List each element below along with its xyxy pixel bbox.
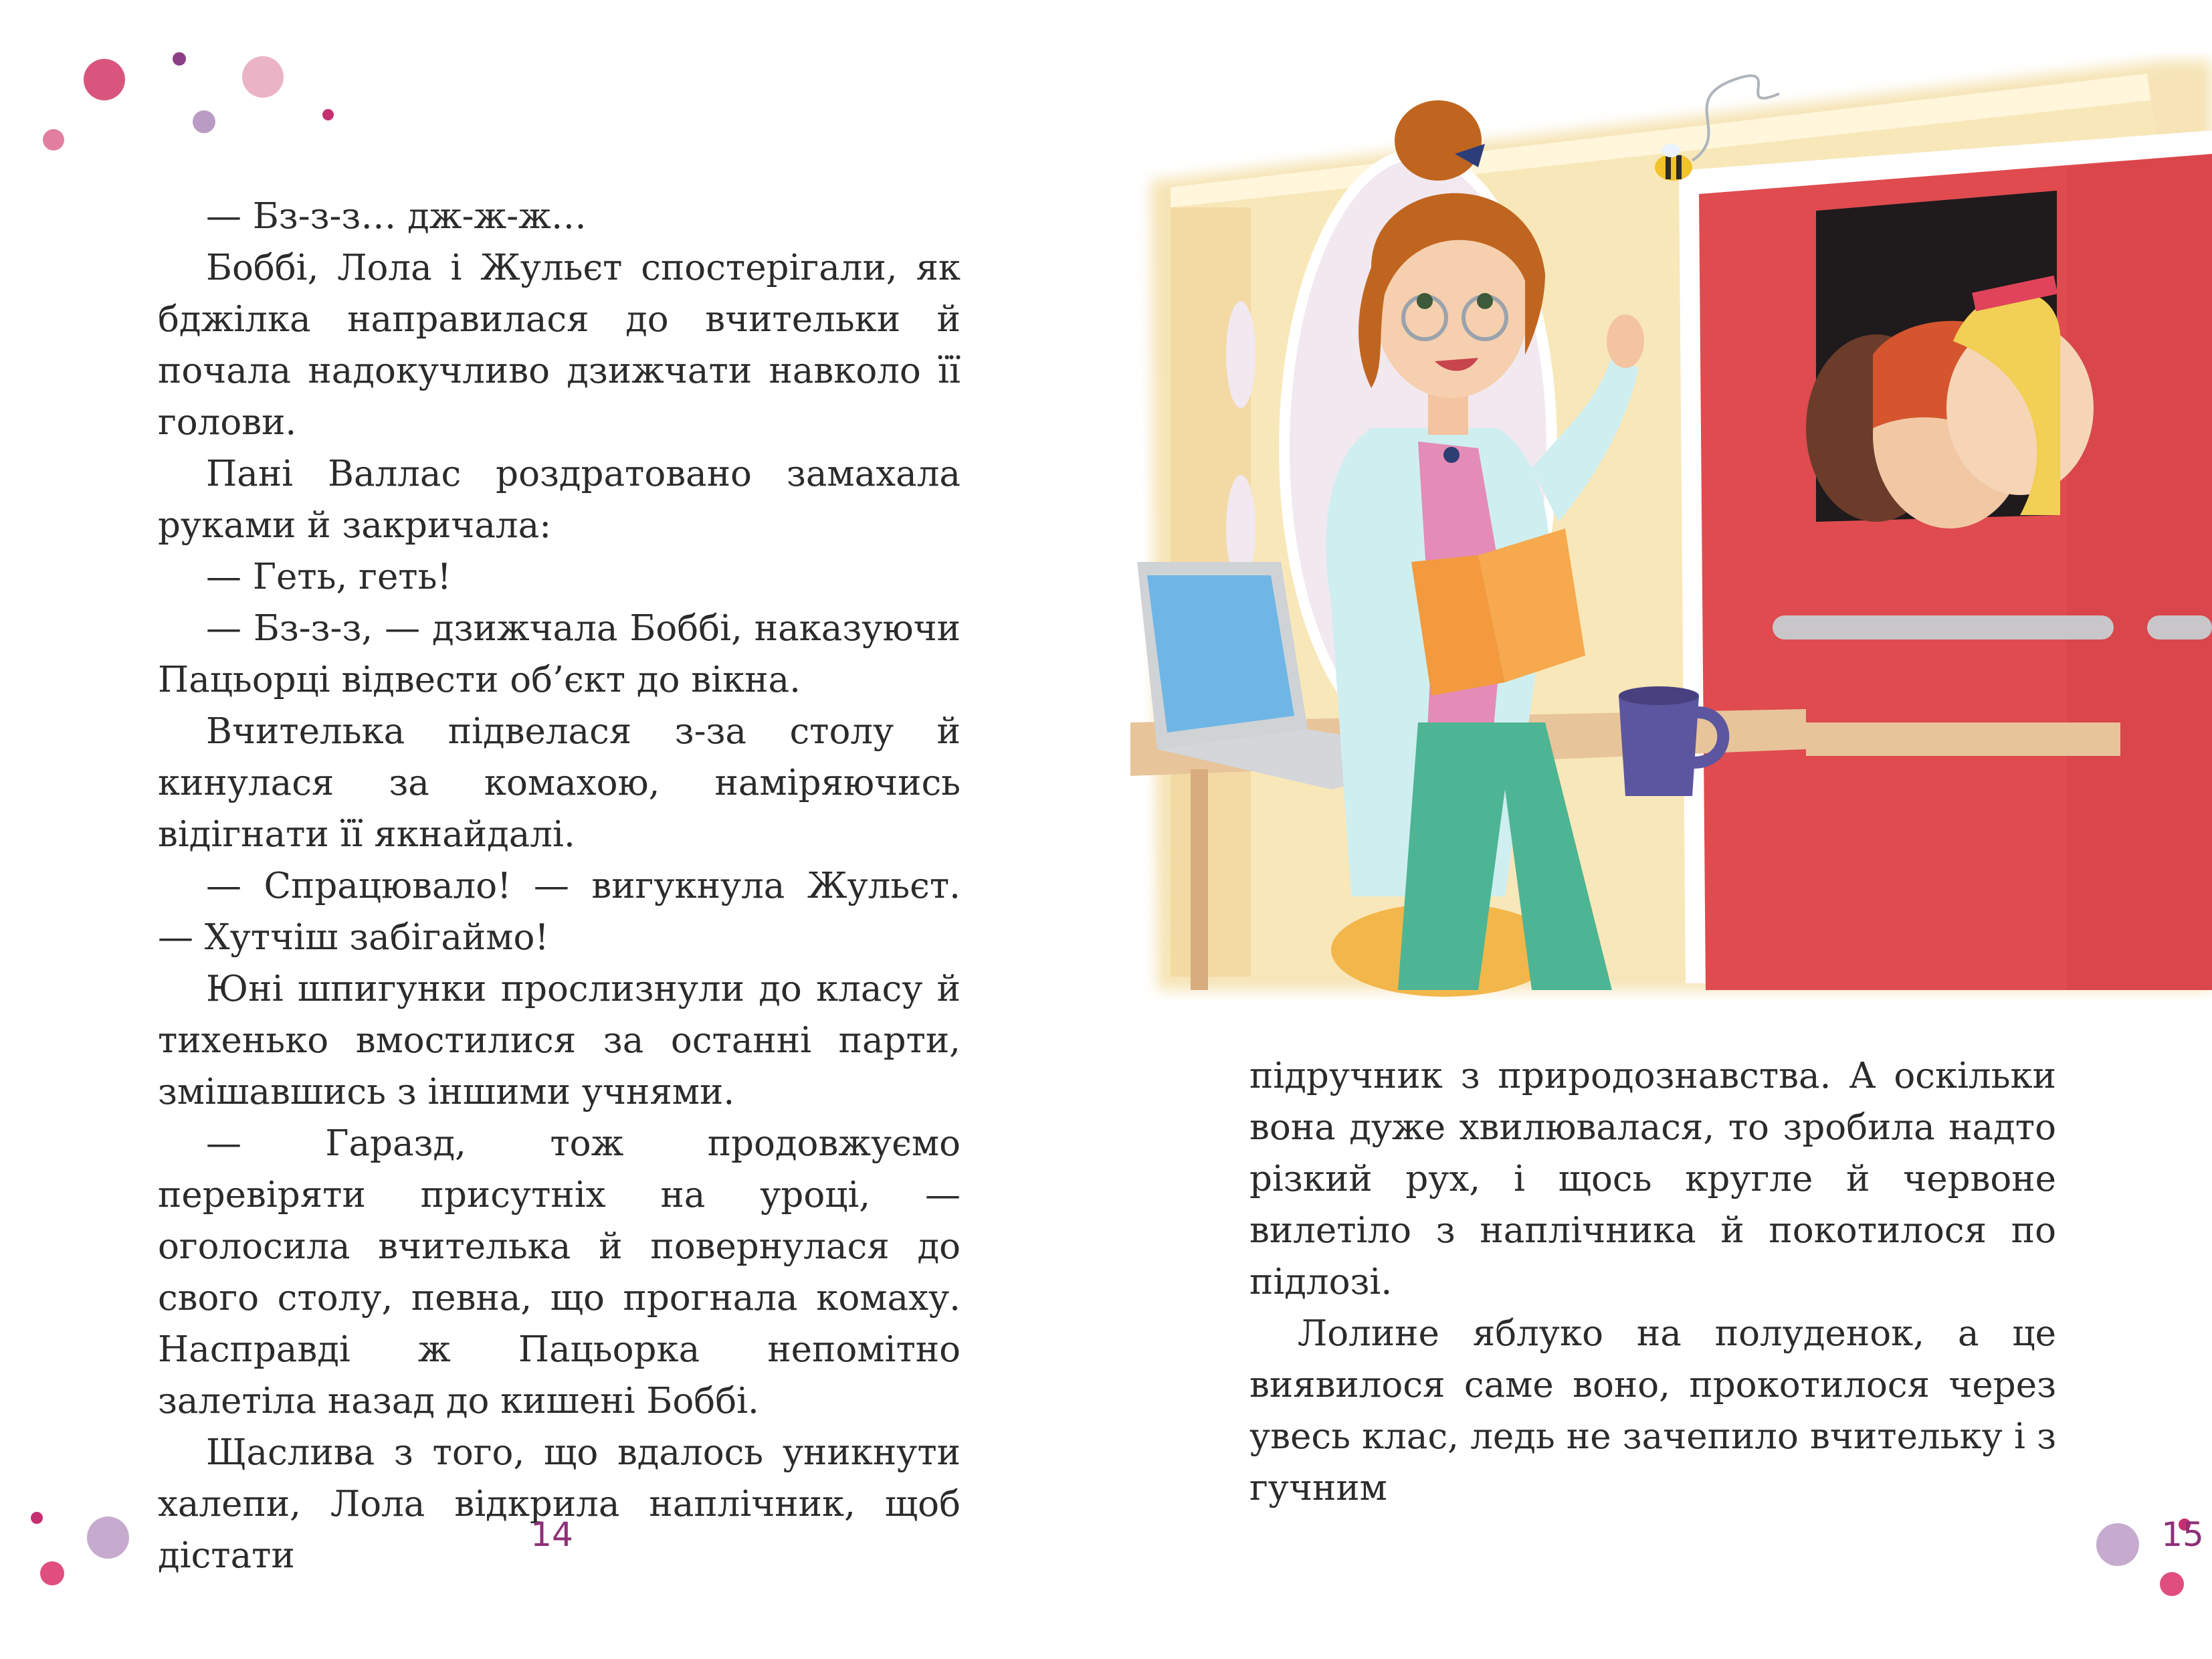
decor-dot: [322, 109, 334, 120]
paragraph: — Бз-з-з, — дзижчала Боббі, наказуючи Пацьорці відвести об’єкт до вікна.: [158, 608, 961, 700]
classroom-teacher-illustration: [1130, 54, 2212, 1003]
decor-dot: [31, 1512, 43, 1524]
decor-dot: [242, 56, 284, 98]
paragraph: Вчителька підвелася з-за столу й кинулася за комахою, наміряючись відігнати її якнайдалі.: [158, 711, 961, 855]
right-page-text: [1249, 1050, 2056, 1514]
paragraph: Юні шпигунки прослизнули до класу й тихенько вмостилися за останні парти, змішавшись з іншими учнями.: [158, 969, 961, 1112]
decor-dot: [43, 129, 64, 151]
decor-dot: [173, 52, 186, 66]
paragraph: Пані Валлас роздратовано замахала руками й закричала:: [158, 454, 961, 546]
paragraph: — Спрацювало! — вигукнула Жульєт. — Хутчіш забігаймо!: [158, 866, 961, 958]
paragraph: Щаслива з того, що вдалось уникнути халепи, Лола відкрила наплічник, щоб дістати: [158, 1432, 961, 1576]
decor-dot: [87, 1517, 129, 1559]
decor-dot: [84, 59, 125, 100]
paragraph: — Бз-з-з… дж-ж-ж…: [206, 196, 587, 237]
paragraph: — Гаразд, тож продовжуємо перевіряти присутніх на уроці, — оголосила вчителька й повернулася до свого столу, певна, що прогнала комаху. Насправді ж Пацьорка непомітно залетіла назад до кишені Боббі.: [158, 1123, 961, 1422]
decor-dot: [2096, 1523, 2139, 1566]
paragraph: Боббі, Лола і Жульєт спостерігали, як бджілка направилася до вчительки й почала надокучливо дзижчати навколо її голови.: [158, 248, 961, 443]
paragraph: — Геть, геть!: [206, 557, 451, 597]
paragraph: підручник з природознавства. А оскільки вона дуже хвилювалася, то зробила надто різкий рух, і щось кругле й червоне вилетіло з наплічника й покотилося по підлозі.: [1249, 1056, 2056, 1302]
left-page-text: [158, 191, 961, 1581]
decor-dot: [2160, 1572, 2184, 1596]
decor-dot: [40, 1561, 64, 1585]
paragraph: Лолине яблуко на полуденок, а це виявилося саме воно, прокотилося через увесь клас, ледь не зачепило вчительку і з гучним: [1249, 1313, 2056, 1508]
page-number-left: 14: [530, 1515, 573, 1554]
page-number-right: 15: [2161, 1515, 2204, 1554]
decor-dot: [193, 110, 215, 133]
